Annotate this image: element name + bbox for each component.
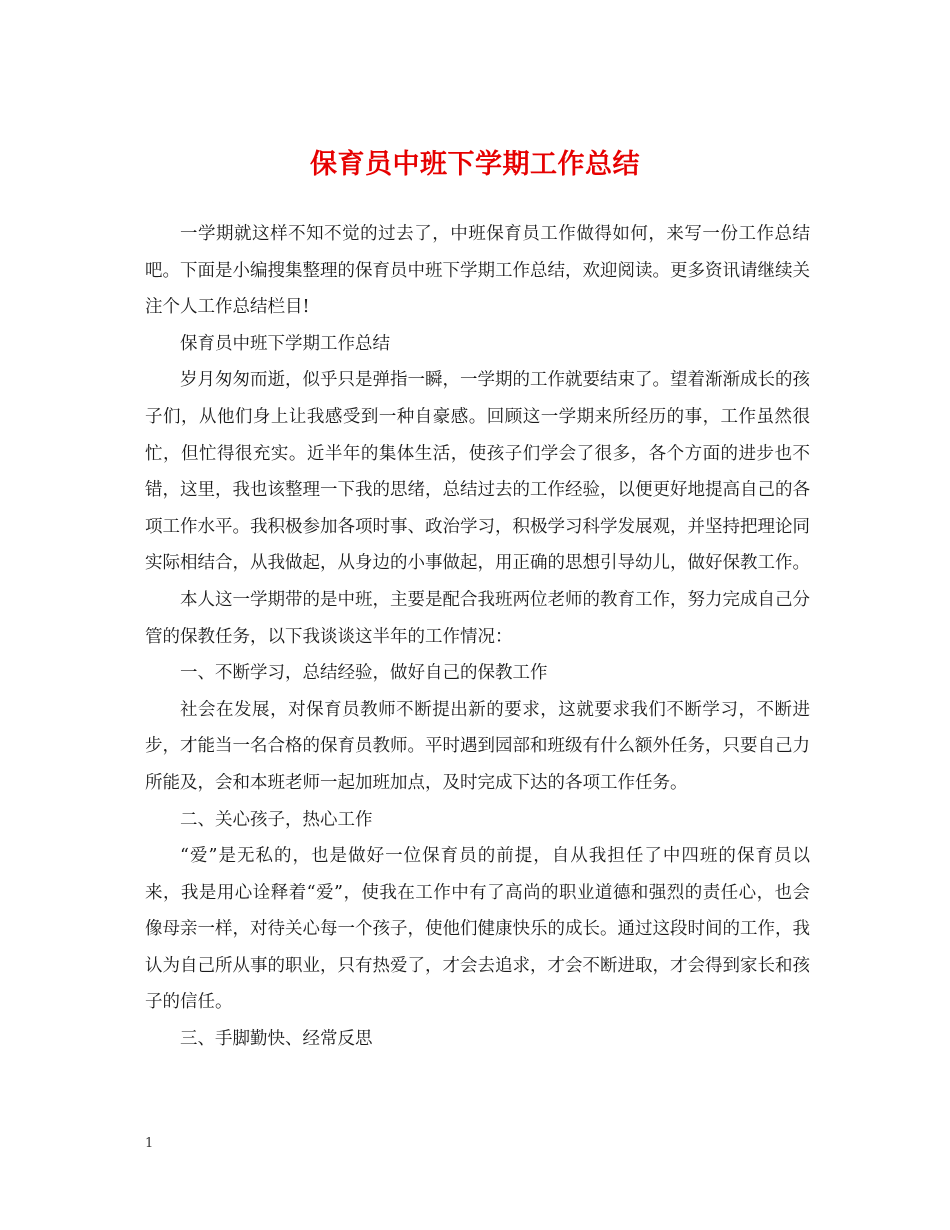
page-number: 1 [145, 1136, 154, 1151]
paragraph-section-1: 社会在发展，对保育员教师不断提出新的要求，这就要求我们不断学习，不断进步，才能当一名合格的保育员教师。平时遇到园部和班级有什么额外任务，只要自己力所能及，会和本班老师一起加班加点，及时完成下达的各项工作任务。 [145, 699, 810, 793]
document-title: 保育员中班下学期工作总结 [310, 149, 640, 180]
paragraph-reflection: 岁月匆匆而逝，似乎只是弹指一瞬，一学期的工作就要结束了。望着渐渐成长的孩子们，从他们身上让我感受到一种自豪感。回顾这一学期来所经历的事，工作虽然很忙，但忙得很充实。近半年的集体生活，使孩子们学会了很多，各个方面的进步也不错，这里，我也该整理一下我的思绪，总结过去的工作经验，以便更好地提高自己的各项工作水平。我积极参加各项时事、政治学习，积极学习科学发展观，并坚持把理论同实际相结合，从我做起，从身边的小事做起，用正确的思想引导幼儿，做好保教工作。 [145, 370, 810, 574]
paragraph-section-2: “爱”是无私的，也是做好一位保育员的前提，自从我担任了中四班的保育员以来，我是用心诠释着“爱”，使我在工作中有了高尚的职业道德和强烈的责任心，也会像母亲一样，对待关心每一个孩子，使他们健康快乐的成长。通过这段时间的工作，我认为自己所从事的职业，只有热爱了，才会去追求，才会不断进取，才会得到家长和孩子的信任。 [145, 846, 810, 1013]
document-body [145, 216, 810, 1058]
paragraph-intro: 一学期就这样不知不觉的过去了，中班保育员工作做得如何，来写一份工作总结吧。下面是小编搜集整理的保育员中班下学期工作总结，欢迎阅读。更多资讯请继续关注个人工作总结栏目! [145, 224, 810, 318]
section-heading-1: 一、不断学习，总结经验，做好自己的保教工作 [180, 663, 548, 684]
paragraph-overview: 本人这一学期带的是中班，主要是配合我班两位老师的教育工作，努力完成自己分管的保教任务，以下我谈谈这半年的工作情况： [145, 589, 810, 647]
section-heading-3: 三、手脚勤快、经常反思 [180, 1029, 373, 1050]
section-heading-2: 二、关心孩子，热心工作 [180, 809, 373, 830]
paragraph-subtitle: 保育员中班下学期工作总结 [180, 333, 390, 354]
